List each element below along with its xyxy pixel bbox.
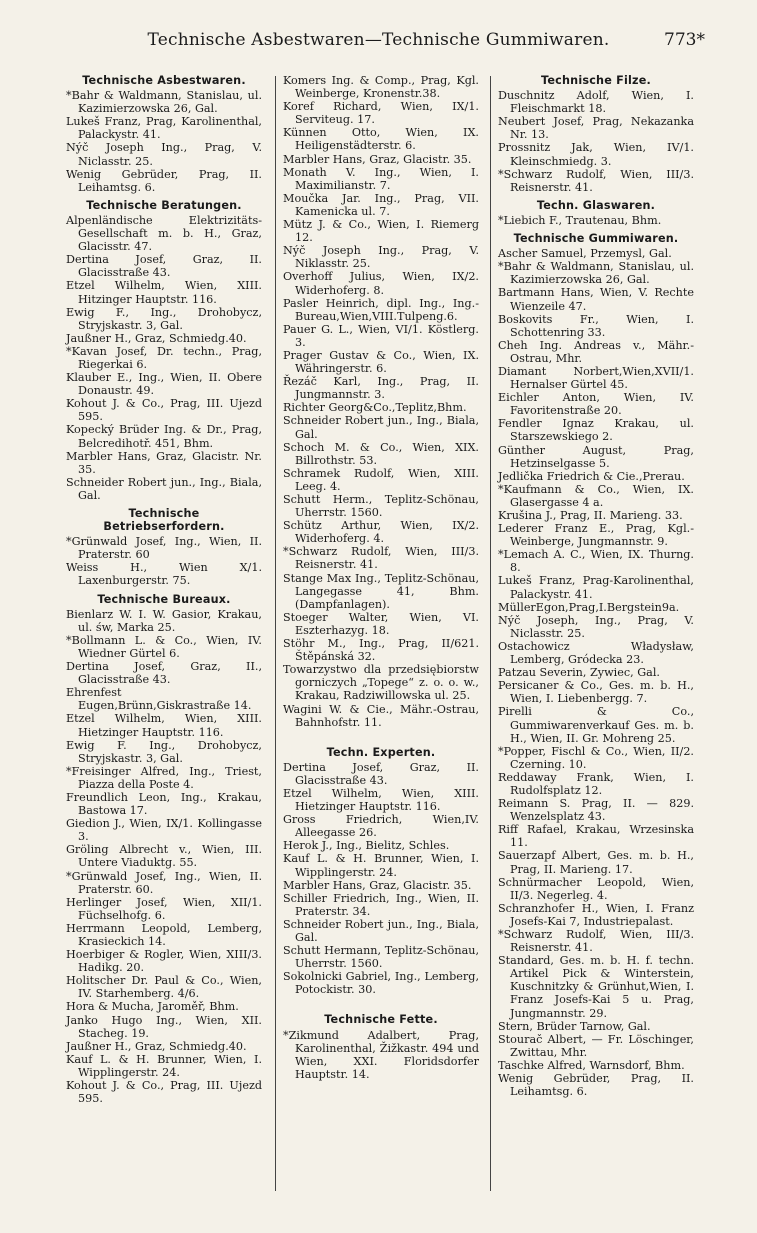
directory-entry: Overhoff Julius, Wien, IX/2. Widerhoferg. 8. [283,270,479,297]
directory-entry: *Bahr & Waldmann, Stanislau, ul. Kazimierzowska 26, Gal. [498,260,694,287]
entry-list [283,1029,479,1081]
directory-entry: Marbler Hans, Graz, Glacistr. Nr. 35. [66,449,262,476]
directory-entry: Stourač Albert, — Fr. Löschinger, Zwittau, Mhr. [498,1032,694,1059]
section-heading: Techn. Experten. [326,745,436,759]
directory-entry: Gross Friedrich, Wien,IV. Alleegasse 26. [283,813,479,840]
directory-entry: Ewig F., Ing., Drohobycz, Stryjskastr. 3, Gal. [66,305,262,332]
directory-entry: Taschke Alfred, Warnsdorf, Bhm. [498,1058,685,1072]
directory-entry: Patzau Severin, Zywiec, Gal. [498,666,660,680]
directory-entry: Persicaner & Co., Ges. m. b. H., Wien, I. Liebenbergg. 7. [498,679,694,706]
directory-entry: Nýč Joseph Ing., Prag, V. Niclasstr. 25. [66,141,262,168]
directory-entry: Duschnitz Adolf, Wien, I. Fleischmarkt 18. [498,89,694,116]
directory-entry: Sauerzapf Albert, Ges. m. b. H., Prag, II. Marieng. 17. [498,849,694,876]
directory-entry: Lukeš Franz, Prag, Karolinenthal, Palackystr. 41. [66,115,262,142]
directory-entry: *Grünwald Josef, Ing., Wien, II. Praterstr. 60 [66,535,262,562]
directory-entry: Schütz Arthur, Wien, IX/2. Widerhoferg. 4. [283,519,479,546]
directory-entry: Dertina Josef, Graz, II., Glacisstraße 43. [66,660,262,687]
directory-entry: Ascher Samuel, Przemysl, Gal. [498,247,672,261]
directory-entry: Herrmann Leopold, Lemberg, Krasieckich 14. [66,921,262,948]
directory-entry: Neubert Josef, Prag, Nekazanka Nr. 13. [498,115,694,142]
directory-entry: Kauf L. & H. Brunner, Wien, I. Wipplingerstr. 24. [66,1052,262,1079]
directory-entry: *Liebich F., Trautenau, Bhm. [498,213,662,227]
directory-entry: Schiller Friedrich, Ing., Wien, II. Praterstr. 34. [283,891,479,918]
section-heading: Technische Betriebserfordern. [103,507,225,534]
page-title: Technische Asbestwaren—Technische Gummiwaren. [147,30,610,50]
directory-entry: *Kavan Josef, Dr. techn., Prag, Riegerkai 6. [66,344,262,371]
directory-entry: Ewig F. Ing., Drohobycz, Stryjskastr. 3, Gal. [66,738,262,765]
directory-entry: *Kaufmann & Co., Wien, IX. Glasergasse 4 a. [498,482,694,509]
directory-entry: Sokolnicki Gabriel, Ing., Lemberg, Potockistr. 30. [283,970,479,997]
directory-entry: Hora & Mucha, Jaroměř, Bhm. [66,1000,239,1014]
directory-entry: Günther August, Prag, Hetzinselgasse 5. [498,443,694,470]
directory-entry: Jaußner H., Graz, Schmiedg.40. [66,1039,247,1053]
directory-entry: Jaußner H., Graz, Schmiedg.40. [66,331,247,345]
directory-entry: Lederer Franz E., Prag, Kgl.-Weinberge, Jungmannstr. 9. [498,522,694,549]
directory-entry: Reddaway Frank, Wien, I. Rudolfsplatz 12. [498,770,694,797]
directory-entry: Klauber E., Ing., Wien, II. Obere Donaustr. 49. [66,371,262,398]
directory-entry: *Bahr & Waldmann, Stanislau, ul. Kazimierzowska 26, Gal. [66,89,262,116]
directory-entry: Marbler Hans, Graz, Glacistr. 35. [283,152,472,166]
directory-entry: Schneider Robert jun., Ing., Biala, Gal. [283,414,479,441]
directory-entry: Wenig Gebrüder, Prag, II. Leihamtsg. 6. [66,167,262,194]
column-left [66,74,262,1105]
directory-entry: Freundlich Leon, Ing., Krakau, Bastowa 17. [66,790,262,818]
directory-entry: Komers Ing. & Comp., Prag, Kgl. Weinberge, Kronenstr.38. [283,74,479,101]
directory-entry: *Grünwald Josef, Ing., Wien, II. Praterstr. 60. [66,869,262,896]
directory-entry: Bartmann Hans, Wien, V. Rechte Wienzeile 47. [498,286,694,313]
directory-entry: *Zikmund Adalbert, Prag, Karolinenthal, Žižkastr. 494 und Wien, XXI. Floridsdorfer Hauptstr. 14. [283,1028,479,1081]
directory-entry: *Popper, Fischl & Co., Wien, II/2. Czerning. 10. [498,744,694,771]
directory-entry: Stöhr M., Ing., Prag, II/621. Štěpánská 32. [283,637,479,664]
directory-entry: MüllerEgon,Prag,I.Bergstein9a. [498,600,680,614]
directory-entry: Wagini W. & Cie., Mähr.-Ostrau, Bahnhofstr. 11. [283,702,479,729]
directory-entry: *Schwarz Rudolf, Wien, III/3. Reisnerstr. 41. [498,928,694,955]
directory-entry: *Freisinger Alfred, Ing., Triest, Piazza della Poste 4. [66,764,262,791]
directory-entry: Herok J., Ing., Bielitz, Schles. [283,839,450,853]
directory-entry: Fendler Ignaz Krakau, ul. Starszewskiego 2. [498,417,694,444]
directory-entry: *Schwarz Rudolf, Wien, III/3. Reisnerstr. 41. [498,167,694,194]
entry-list [283,74,479,729]
directory-entry: Schneider Robert jun., Ing., Biala, Gal. [283,917,479,944]
directory-entry: Nýč Joseph Ing., Prag, V. Niklasstr. 25. [283,244,479,271]
directory-entry: Moučka Jar. Ing., Prag, VII. Kamenicka ul. 7. [283,191,479,218]
section-heading: Technische Beratungen. [86,198,242,212]
directory-entry: Cheh Ing. Andreas v., Mähr.-Ostrau, Mhr. [498,338,694,365]
directory-entry: Stange Max Ing., Teplitz-Schönau, Langegasse 41, Bhm. (Dampfanlagen). [283,571,479,611]
column-right [498,74,694,1098]
directory-entry: Marbler Hans, Graz, Glacistr. 35. [283,878,472,892]
directory-entry: Schnürmacher Leopold, Wien, II/3. Negerleg. 4. [498,875,694,902]
directory-entry: Wenig Gebrüder, Prag, II. Leihamtsg. 6. [498,1072,694,1099]
directory-entry: Jedlička Friedrich & Cie.,Prerau. [498,469,685,483]
directory-entry: Dertina Josef, Graz, II. Glacisstraße 43. [283,760,479,787]
directory-entry: Kohout J. & Co., Prag, III. Ujezd 595. [66,397,262,424]
directory-entry: Pasler Heinrich, dipl. Ing., Ing.-Bureau,Wien,VIII.Tulpeng.6. [283,296,479,323]
directory-entry: Kopecký Brüder Ing. & Dr., Prag, Belcredihotř. 451, Bhm. [66,423,262,450]
directory-entry: Kohout J. & Co., Prag, III. Ujezd 595. [66,1079,262,1106]
directory-entry: Krušina J., Prag, II. Marieng. 33. [498,509,683,522]
section-heading: Techn. Glaswaren. [536,198,656,212]
directory-entry: Richter Georg&Co.,Teplitz,Bhm. [283,401,467,415]
directory-entry: Schranzhofer H., Wien, I. Franz Josefs-Kai 7, Industriepalast. [498,901,694,928]
directory-entry: Etzel Wilhelm, Wien, XIII. Hietzinger Hauptstr. 116. [283,786,479,814]
entry-list [498,247,694,1098]
directory-entry: Ostachowicz Władysław, Lemberg, Gródecka 23. [498,639,694,667]
section-gap [283,996,479,1008]
directory-entry: Ehrenfest Eugen,Brünn,Giskrastraße 14. [66,686,252,713]
directory-entry: Etzel Wilhelm, Wien, XIII. Hitzinger Hauptstr. 116. [66,279,262,306]
directory-entry: Gröling Albrecht v., Wien, III. Untere Viaduktg. 55. [66,843,262,870]
page-header [0,30,757,56]
directory-entry: Towarzystwo dla przedsiębiorstw gorniczych „Topege“ z. o. o. w., Krakau, Radziwillowska ul. 25. [283,663,479,703]
directory-entry: Mütz J. & Co., Wien, I. Riemerg 12. [283,218,479,245]
directory-entry: Schoch M. & Co., Wien, XIX. Billrothstr. 53. [283,440,479,467]
section-heading: Technische Bureaux. [97,592,231,606]
entry-list [498,214,694,227]
directory-entry: Schramek Rudolf, Wien, XIII. Leeg. 4. [283,466,479,493]
directory-entry: Řezáč Karl, Ing., Prag, II. Jungmannstr. 3. [283,375,479,402]
directory-entry: Hoerbiger & Rogler, Wien, XIII/3. Hadikg. 20. [66,948,262,975]
entry-list [66,608,262,1106]
section-heading: Technische Gummiwaren. [513,232,679,246]
entry-list [66,89,262,194]
directory-entry: Alpenländische Elektrizitäts-Gesellschaft m. b. H., Graz, Glacisstr. 47. [66,213,262,254]
directory-entry: *Schwarz Rudolf, Wien, III/3. Reisnerstr. 41. [283,545,479,572]
directory-entry: Reimann S. Prag, II. — 829. Wenzelsplatz 43. [498,797,694,824]
directory-entry: Lukeš Franz, Prag-Karolinenthal, Palackystr. 41. [498,574,694,601]
directory-entry: *Lemach A. C., Wien, IX. Thurng. 8. [498,548,694,575]
directory-entry: Prossnitz Jak, Wien, IV/1. Kleinschmiedg. 3. [498,141,694,168]
directory-entry: Prager Gustav & Co., Wien, IX. Währingerstr. 6. [283,348,479,376]
section-heading: Technische Fette. [324,1013,438,1027]
section-gap [283,729,479,741]
directory-entry: Schneider Robert jun., Ing., Biala, Gal. [66,475,262,502]
directory-entry: Nýč Joseph, Ing., Prag, V. Niclasstr. 25. [498,613,694,640]
directory-entry: Kauf L. & H. Brunner, Wien, I. Wipplingerstr. 24. [283,852,479,879]
directory-entry: Weiss H., Wien X/1. Laxenburgerstr. 75. [66,561,262,588]
entry-list [66,214,262,502]
directory-entry: Pauer G. L., Wien, VI/1. Köstlerg. 3. [283,322,479,349]
directory-entry: Stern, Brüder Tarnow, Gal. [498,1019,651,1033]
directory-entry: Standard, Ges. m. b. H. f. techn. Artikel Pick & Winterstein, Kuschnitzky & Grünhut,Wien, I. Franz Josefs-Kai 5 u. Prag, Jungmannstr. 29. [498,954,694,1020]
directory-entry: Koref Richard, Wien, IX/1. Serviteug. 17. [283,100,479,127]
directory-entry: Pirelli & Co., Gummiwarenverkauf Ges. m. b. H., Wien, II. Gr. Mohreng 25. [498,705,694,745]
directory-entry: Etzel Wilhelm, Wien, XIII. Hietzinger Hauptstr. 116. [66,712,262,739]
directory-entry: Herlinger Josef, Wien, XII/1. Füchselhofg. 6. [66,895,262,922]
directory-entry: Dertina Josef, Graz, II. Glacisstraße 43. [66,253,262,280]
directory-entry: Giedion J., Wien, IX/1. Kollingasse 3. [66,817,262,844]
directory-entry: Schutt Herm., Teplitz-Schönau, Uherrstr. 1560. [283,493,479,520]
page-number: 773* [664,30,705,50]
column-middle [283,74,479,1081]
directory-entry: Monath V. Ing., Wien, I. Maximilianstr. 7. [283,165,479,192]
column-divider [275,76,276,1191]
entry-list [498,89,694,194]
directory-entry: Riff Rafael, Krakau, Wrzesinska 11. [498,823,694,850]
directory-entry: Schutt Hermann, Teplitz-Schönau, Uherrstr. 1560. [283,944,479,971]
directory-entry: Boskovits Fr., Wien, I. Schottenring 33. [498,312,694,339]
directory-entry: Janko Hugo Ing., Wien, XII. Stacheg. 19. [66,1013,262,1040]
directory-entry: Holitscher Dr. Paul & Co., Wien, IV. Starhemberg. 4/6. [66,974,262,1001]
directory-entry: Künnen Otto, Wien, IX. Heiligenstädterstr. 6. [283,126,479,153]
directory-entry: Bienlarz W. I. W. Gasior, Krakau, ul. św, Marka 25. [66,607,262,634]
directory-entry: *Bollmann L. & Co., Wien, IV. Wiedner Gürtel 6. [66,633,262,660]
directory-entry: Eichler Anton, Wien, IV. Favoritenstraße 20. [498,391,694,418]
section-heading: Technische Filze. [541,74,651,87]
directory-entry: Diamant Norbert,Wien,XVII/1. Hernalser Gürtel 45. [498,364,694,392]
section-heading: Technische Asbestwaren. [82,74,246,87]
entry-list [66,535,262,587]
directory-entry: Stoeger Walter, Wien, VI. Eszterhazyg. 18. [283,610,479,637]
column-divider [490,76,491,1191]
entry-list [283,761,479,997]
